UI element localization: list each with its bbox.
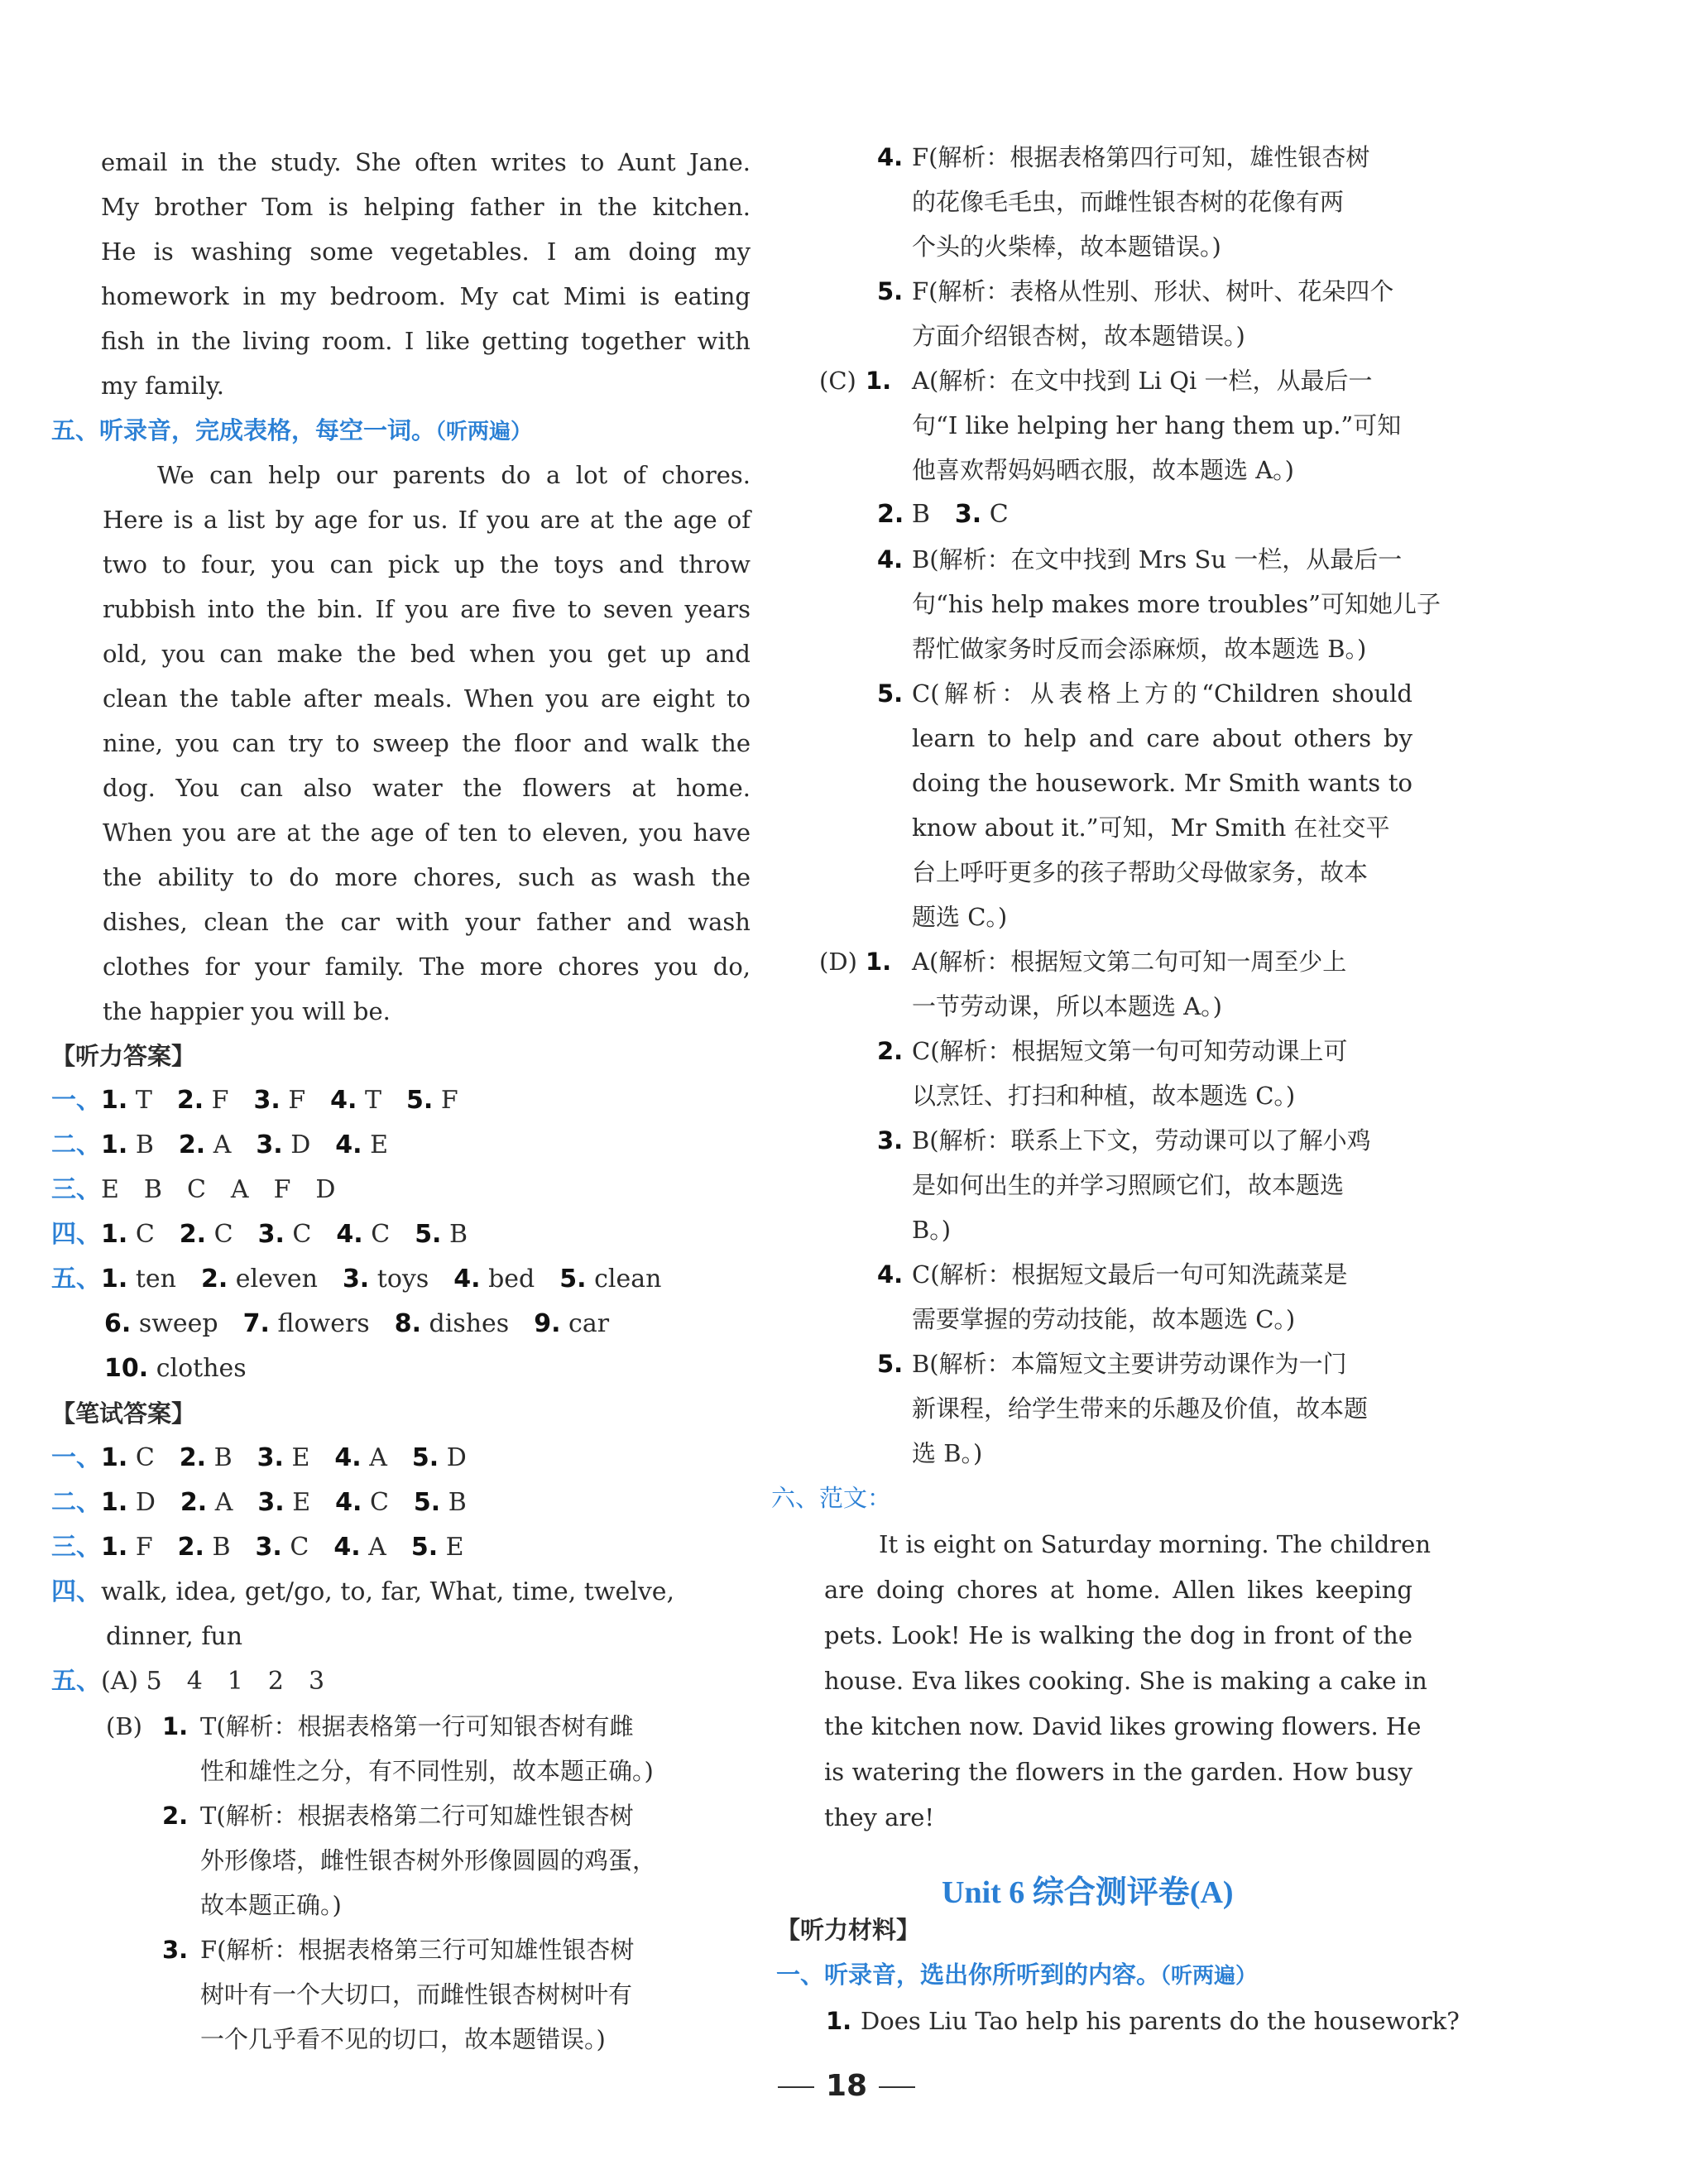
explanation-line: 一节劳动课，所以本题选 A。) (912, 992, 1222, 1020)
explanation-line: 台上呼吁更多的孩子帮助父母做家务，故本 (912, 858, 1369, 886)
explanation-line: B(解析：联系上下文，劳动课可以了解小鸡 (912, 1126, 1371, 1154)
explanation-line: C(解析：根据短文第一句可知劳动课上可 (912, 1037, 1348, 1065)
item-number: 1. (866, 948, 892, 976)
dash-right (879, 2086, 915, 2088)
answer-row: 一、1. C 2. B 3. E 4. A 5. D (51, 1443, 467, 1472)
item-number: 4. (877, 1260, 904, 1289)
explanation-line: 句“his help makes more troubles”可知她儿子 (912, 590, 1441, 618)
explanation-line: 方面介绍银杏树，故本题错误。) (912, 322, 1245, 350)
explanation-line: learn to help and care about others by (912, 724, 1412, 752)
essay-line: the kitchen now. David likes growing flowers. He (824, 1712, 1422, 1740)
item-number: 1. (866, 367, 892, 395)
item-number: 5. (877, 1350, 904, 1378)
passage-line: He is washing some vegetables. I am doing my (101, 238, 751, 266)
explanation-line: A(解析：根据短文第二句可知一周至少上 (912, 948, 1347, 976)
question-text: Does Liu Tao help his parents do the housework? (861, 2007, 1460, 2035)
explanation-line: F(解析：根据表格第四行可知，雄性银杏树 (912, 143, 1370, 171)
explanation-line: A(解析：在文中找到 Li Qi 一栏，从最后一 (912, 367, 1373, 395)
essay-line: is watering the flowers in the garden. How busy (824, 1758, 1412, 1786)
explanation-line: 个头的火柴棒，故本题错误。) (912, 233, 1221, 261)
item-number: 1. (162, 1712, 189, 1740)
explanation-line: F(解析：表格从性别、形状、树叶、花朵四个 (912, 277, 1394, 305)
answer-row: 五、(A) 5 4 1 2 3 (51, 1667, 325, 1696)
answer-row: 二、1. B 2. A 3. D 4. E (51, 1130, 388, 1159)
passage-line: the ability to do more chores, such as wash the (103, 863, 751, 891)
explanation-line: 他喜欢帮妈妈晒衣服，故本题选 A。) (912, 456, 1294, 484)
explanation-line: C(解析：根据短文最后一句可知洗蔬菜是 (912, 1260, 1348, 1289)
answer-row: 10. clothes (104, 1354, 247, 1383)
passage-line: two to four, you can pick up the toys and throw (103, 550, 751, 578)
answer-tag: (D) (819, 948, 857, 976)
explanation-line: 一个几乎看不见的切口，故本题错误。) (200, 2025, 606, 2053)
passage-line: When you are at the age of ten to eleven, you have (103, 818, 751, 847)
passage-line: We can help our parents do a lot of chores. (157, 461, 751, 489)
dash-left (778, 2086, 814, 2088)
explanation-line: T(解析：根据表格第二行可知雄性银杏树 (200, 1802, 634, 1830)
section5-heading: 五、听录音，完成表格，每空一词。（听两遍） (51, 416, 533, 444)
passage-line: fish in the living room. I like getting together with (101, 327, 751, 355)
explanation-line: 故本题正确。) (200, 1891, 342, 1919)
answer-row: 五、1. ten 2. eleven 3. toys 4. bed 5. clean (51, 1265, 662, 1294)
explanation-line: doing the housework. Mr Smith wants to (912, 769, 1412, 797)
item-number: 4. (877, 545, 904, 574)
section1-heading: 一、听录音，选出你所听到的内容。（听两遍） (776, 1961, 1258, 1989)
answer-row: 三、E B C A F D (51, 1175, 336, 1204)
passage-line: rubbish into the bin. If you are five to seven years (103, 595, 751, 623)
essay-line: It is eight on Saturday morning. The children (879, 1530, 1431, 1558)
passage-line: dishes, clean the car with your father and wash (103, 908, 751, 936)
explanation-line: 选 B。) (912, 1439, 983, 1467)
listening-answers-title: 【听力答案】 (51, 1042, 196, 1070)
explanation-line: 的花像毛毛虫，而雌性银杏树的花像有两 (912, 188, 1345, 216)
answer-row: 2. B 3. C (877, 500, 1009, 529)
explanation-line: B(解析：本篇短文主要讲劳动课作为一门 (912, 1350, 1347, 1378)
explanation-line: 外形像塔，雌性银杏树外形像圆圆的鸡蛋， (200, 1846, 657, 1874)
passage-line: nine, you can try to sweep the floor and walk the (103, 729, 751, 757)
unit-title: Unit 6 综合测评卷(A) (942, 1875, 1234, 1910)
answer-row: 三、1. F 2. B 3. C 4. A 5. E (51, 1533, 464, 1562)
explanation-line: B(解析：在文中找到 Mrs Su 一栏，从最后一 (912, 545, 1403, 574)
item-number: 2. (162, 1802, 189, 1830)
essay-line: are doing chores at home. Allen likes keeping (824, 1576, 1412, 1604)
explanation-line: 以烹饪、打扫和种植，故本题选 C。) (912, 1082, 1296, 1110)
explanation-line: 新课程，给学生带来的乐趣及价值，故本题 (912, 1394, 1369, 1423)
explanation-line: 帮忙做家务时反而会添麻烦，故本题选 B。) (912, 635, 1367, 663)
explanation-line: 是如何出生的并学习照顾它们，故本题选 (912, 1171, 1345, 1199)
explanation-line: 性和雄性之分，有不同性别，故本题正确。) (200, 1757, 654, 1785)
explanation-line: C(解析：从表格上方的“Children should (912, 679, 1412, 708)
passage-line: clothes for your family. The more chores you do, (103, 953, 751, 981)
passage-line: old, you can make the bed when you get up and (103, 640, 751, 668)
answer-row: 一、1. T 2. F 3. F 4. T 5. F (51, 1086, 458, 1115)
explanation-line: 树叶有一个大切口，而雌性银杏树树叶有 (200, 1980, 633, 2009)
essay-line: they are! (824, 1803, 935, 1831)
answer-row: dinner, fun (106, 1622, 243, 1651)
item-number: 3. (877, 1126, 904, 1154)
answer-row: 四、1. C 2. C 3. C 4. C 5. B (51, 1220, 468, 1249)
passage-line: my family. (101, 372, 224, 400)
explanation-line: T(解析：根据表格第一行可知银杏树有雌 (200, 1712, 634, 1740)
item-number: 1. (826, 2007, 852, 2035)
item-number: 3. (162, 1936, 189, 1964)
item-number: 4. (877, 143, 904, 171)
passage-line: clean the table after meals. When you are eight to (103, 684, 751, 713)
passage-line: Here is a list by age for us. If you are at the age of (103, 506, 751, 534)
passage-line: dog. You can also water the flowers at home. (103, 774, 751, 802)
answer-tag: (C) (819, 367, 856, 395)
explanation-line: B。) (912, 1216, 952, 1244)
essay-line: house. Eva likes cooking. She is making a cake in (824, 1667, 1427, 1695)
essay-line: pets. Look! He is walking the dog in front of the (824, 1621, 1412, 1649)
passage-line: email in the study. She often writes to Aunt Jane. (101, 148, 751, 176)
explanation-line: know about it.”可知，Mr Smith 在社交平 (912, 814, 1390, 842)
listening-material-title: 【听力材料】 (776, 1916, 921, 1944)
item-number: 5. (877, 277, 904, 305)
section6-label: 六、范文： (771, 1484, 892, 1512)
page-number: 18 (0, 2069, 1693, 2103)
explanation-line: 句“I like helping her hang them up.”可知 (912, 411, 1402, 439)
passage-line: the happier you will be. (103, 997, 391, 1025)
explanation-line: 需要掌握的劳动技能，故本题选 C。) (912, 1305, 1296, 1333)
answer-tag: (B) (106, 1712, 142, 1740)
passage-line: My brother Tom is helping father in the kitchen. (101, 193, 751, 221)
explanation-line: F(解析：根据表格第三行可知雄性银杏树 (200, 1936, 635, 1964)
answer-row: 6. sweep 7. flowers 8. dishes 9. car (104, 1309, 610, 1338)
written-answers-title: 【笔试答案】 (51, 1399, 196, 1428)
explanation-line: 题选 C。) (912, 903, 1008, 931)
item-number: 2. (877, 1037, 904, 1065)
passage-line: homework in my bedroom. My cat Mimi is eating (101, 282, 751, 310)
answer-row: 二、1. D 2. A 3. E 4. C 5. B (51, 1488, 467, 1517)
answer-row: 四、walk, idea, get/go, to, far, What, time, twelve, (51, 1577, 675, 1606)
item-number: 5. (877, 679, 904, 708)
